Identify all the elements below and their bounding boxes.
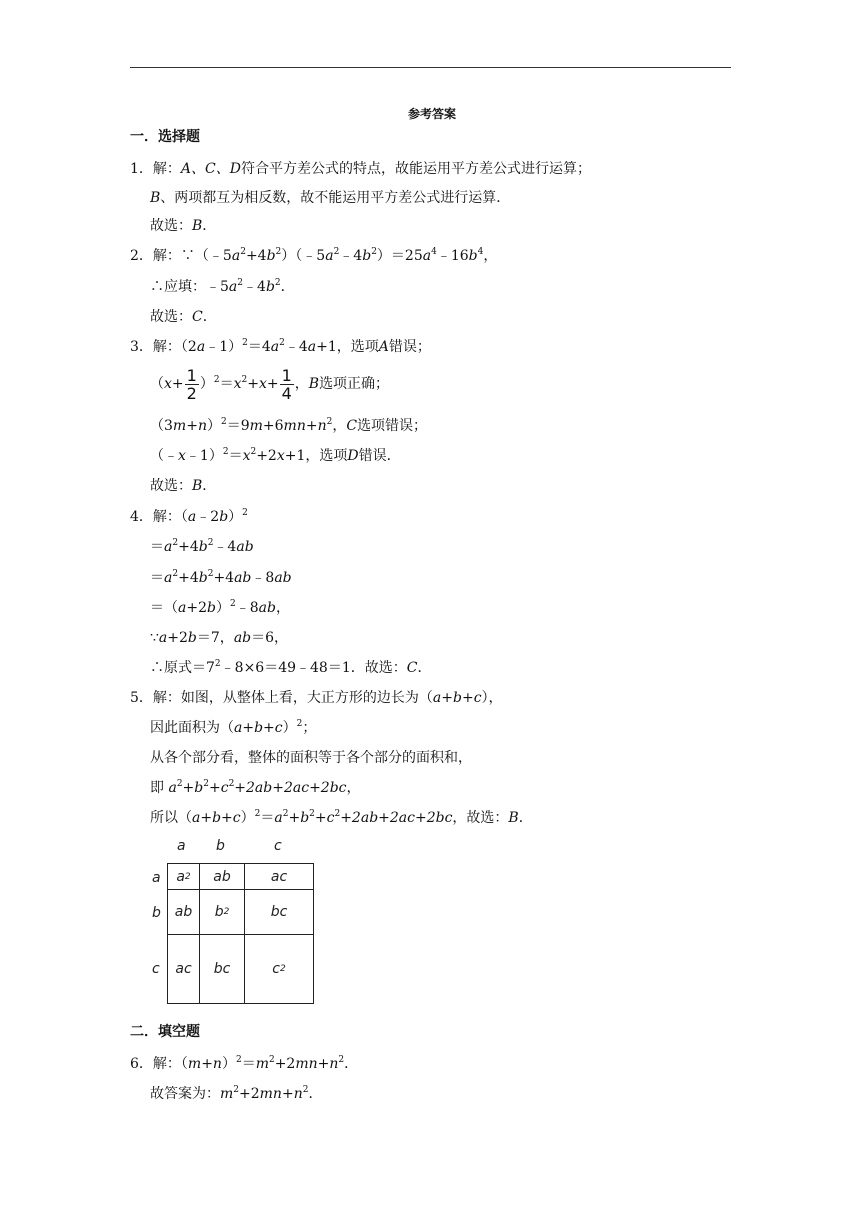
q1-line-1: 1．解：A、C、D符合平方差公式的特点，故能运用平方差公式进行运算； <box>130 161 591 177</box>
page-title: 参考答案 <box>408 107 457 121</box>
q3-line-3: $(3m+n)^2=9m+6mn+n^2$，C选项错误； <box>150 417 428 434</box>
q5-line-5: 所以$(a+b+c)^2=a^2+b^2+c^2+2ab+2ac+2bc$，故选：B． <box>150 809 533 826</box>
q1-line-2: B、两项都互为相反数，故不能运用平方差公式进行运算． <box>150 190 511 206</box>
q5-line-4: 即 $a^2+b^2+c^2+2ab+2ac+2bc$， <box>150 779 361 796</box>
area-square-figure <box>146 836 321 1008</box>
q4-line-6: ∴原式$=7^2﹣8\times 6=49﹣48=1$．故选：C． <box>150 659 432 676</box>
cell-bc: bc <box>245 890 313 935</box>
q5-line-1: 5．解：如图，从整体上看，大正方形的边长为（a+b+c）， <box>130 690 503 706</box>
cell-b-squared: b 2 <box>200 890 245 935</box>
col-header-a: a <box>177 838 186 854</box>
cell-c-squared: c 2 <box>272 961 286 977</box>
q3-line-2: （x+ $\frac{1}{2}$ ）$^2=x^2+x+$ $\frac{1}{4}$ ，B选项正确； <box>150 365 390 403</box>
col-header-b: b <box>216 838 225 854</box>
cell-bc-2: bc <box>200 935 245 1003</box>
q2-fill: ∴应填：$﹣5a^2﹣4b^2$． <box>150 278 295 295</box>
q5-line-3: 从各个部分看，整体的面积等于各个部分的面积和， <box>150 750 472 766</box>
col-header-c: c <box>274 838 282 854</box>
q6-answer: 故答案为：$m^2+2mn+n^2$． <box>150 1085 323 1102</box>
q2-line-1: 2．解：$\because(﹣5a^2+4b^2)(﹣5a^2﹣4b^2)=25a^4﹣16b^4$， <box>130 247 498 264</box>
cell-ab: ab <box>200 864 245 890</box>
cell-ac: ac <box>245 864 313 890</box>
q2-answer: 故选：C． <box>150 309 217 325</box>
cell-ab-2: ab <box>168 890 200 935</box>
q4-line-3: $=a^2+4b^2+4ab﹣8ab$ <box>150 569 292 586</box>
q5-line-2: 因此面积为$(a+b+c)^2$； <box>150 719 317 736</box>
fraction-one-half: $\frac{1}{2}$ <box>186 365 197 403</box>
q4-line-2: $=a^2+4b^2﹣4ab$ <box>150 538 254 555</box>
q3-line-1: 3．解：$(2a﹣1)^2=4a^2﹣4a+1$，选项A错误； <box>130 338 431 355</box>
q3-answer: 故选：B． <box>150 478 217 494</box>
q3-line-4: $(﹣x﹣1)^2=x^2+2x+1$，选项D错误． <box>150 447 401 464</box>
section-title-choice: 一．选择题 <box>130 129 200 145</box>
area-grid <box>167 863 314 1004</box>
row-header-a: a <box>152 870 161 886</box>
section-title-fill: 二．填空题 <box>130 1024 200 1040</box>
row-header-b: b <box>152 905 161 921</box>
q4-line-5: ∵a+2b＝7，ab＝6， <box>150 630 289 646</box>
q4-line-1: 4．解：（a﹣2b）$^2$ <box>130 508 248 525</box>
header-rule <box>130 67 731 68</box>
q1-answer: 故选：B． <box>150 218 217 234</box>
cell-ac-2: ac <box>168 935 200 1003</box>
row-header-c: c <box>152 961 160 977</box>
q4-line-4: $=(a+2b)^2﹣8ab$， <box>150 599 290 616</box>
fraction-one-quarter: $\frac{1}{4}$ <box>281 365 292 403</box>
q6-line-1: 6．解：$(m+n)^2=m^2+2mn+n^2$． <box>130 1055 359 1072</box>
cell-a-squared: a 2 <box>168 864 200 890</box>
